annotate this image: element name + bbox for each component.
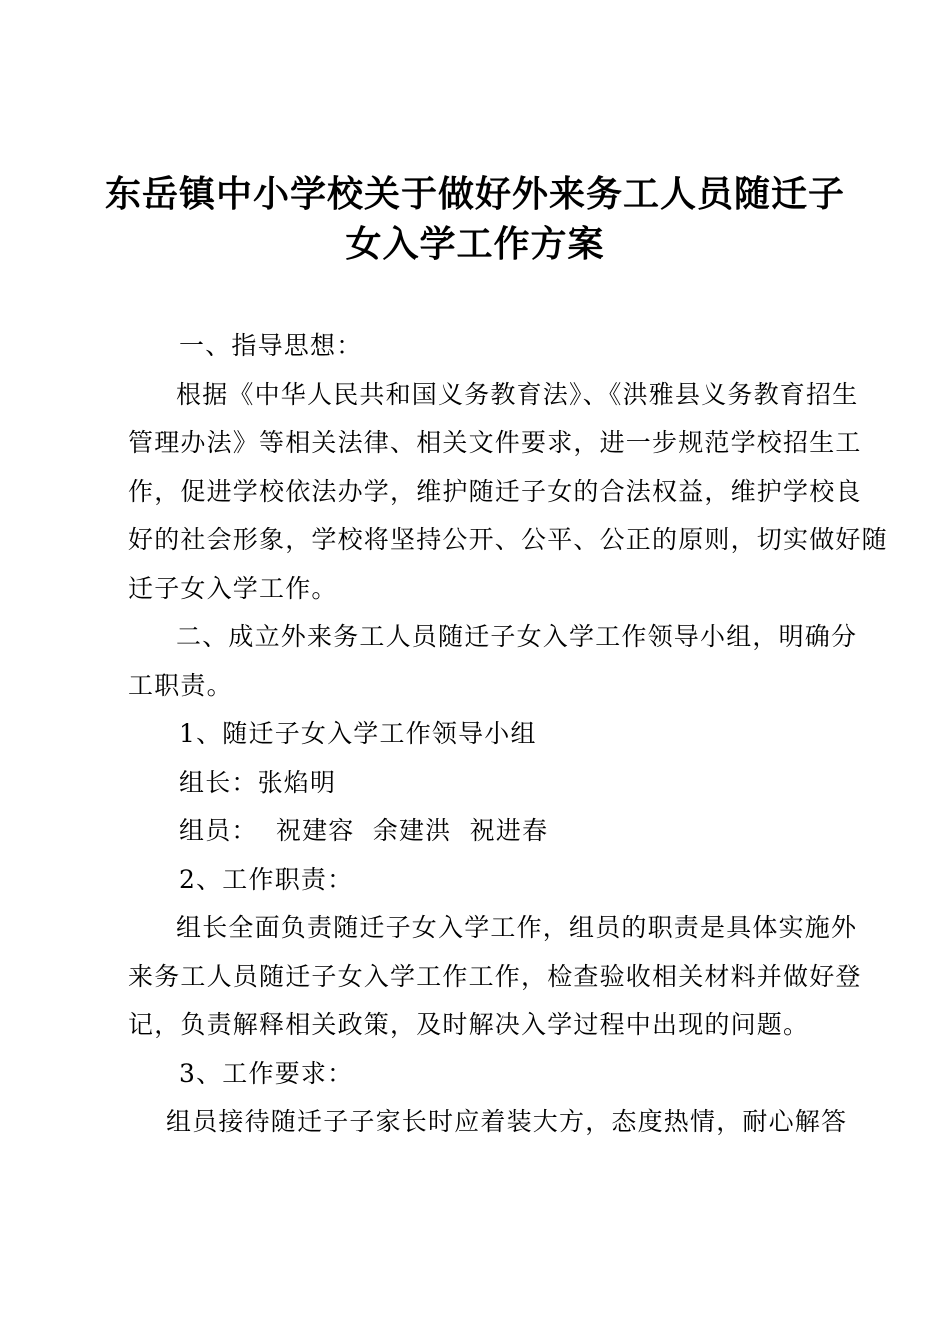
subheading-requirements: 3、工作要求： <box>179 1058 354 1088</box>
section-heading-group <box>128 613 858 710</box>
paragraph-line: 工职责。 <box>128 670 233 700</box>
section-heading-guiding: 一、指导思想： <box>179 331 363 360</box>
subheading-duties: 2、工作职责： <box>179 864 354 894</box>
paragraph-line: 组长全面负责随迁子女入学工作，组员的职责是具体实施外 <box>176 913 858 942</box>
paragraph-line: 来务工人员随迁子女入学工作工作，检查验收相关材料并做好登 <box>128 961 862 991</box>
paragraph-requirements: 组员接待随迁子子家长时应着装大方，态度热情，耐心解答 <box>166 1107 848 1136</box>
document-body <box>128 322 888 1147</box>
members-line: 组员： 祝建容 余建洪 祝进春 <box>179 816 549 845</box>
leader-line: 组长：张焰明 <box>179 767 337 797</box>
subheading-group-title: 1、随迁子女入学工作领导小组 <box>179 719 537 748</box>
paragraph-line: 作，促进学校依法办学，维护随迁子女的合法权益，维护学校良 <box>128 476 862 506</box>
document-title-line-2: 女入学工作方案 <box>345 223 605 265</box>
paragraph-line: 迁子女入学工作。 <box>128 573 338 603</box>
paragraph-line: 好的社会形象，学校将坚持公开、公平、公正的原则，切实做好随 <box>128 525 888 554</box>
paragraph-line: 二、成立外来务工人员随迁子女入学工作领导小组，明确分 <box>176 622 858 651</box>
paragraph-line: 记，负责解释相关政策，及时解决入学过程中出现的问题。 <box>128 1010 810 1039</box>
paragraph-guiding <box>128 371 888 614</box>
paragraph-duties <box>128 904 862 1050</box>
document-title-line-1: 东岳镇中小学校关于做好外来务工人员随迁子 <box>104 173 845 215</box>
paragraph-line: 根据《中华人民共和国义务教育法》、《洪雅县义务教育招生 <box>176 379 859 409</box>
paragraph-line: 管理办法》等相关法律、相关文件要求，进一步规范学校招生工 <box>128 428 862 457</box>
